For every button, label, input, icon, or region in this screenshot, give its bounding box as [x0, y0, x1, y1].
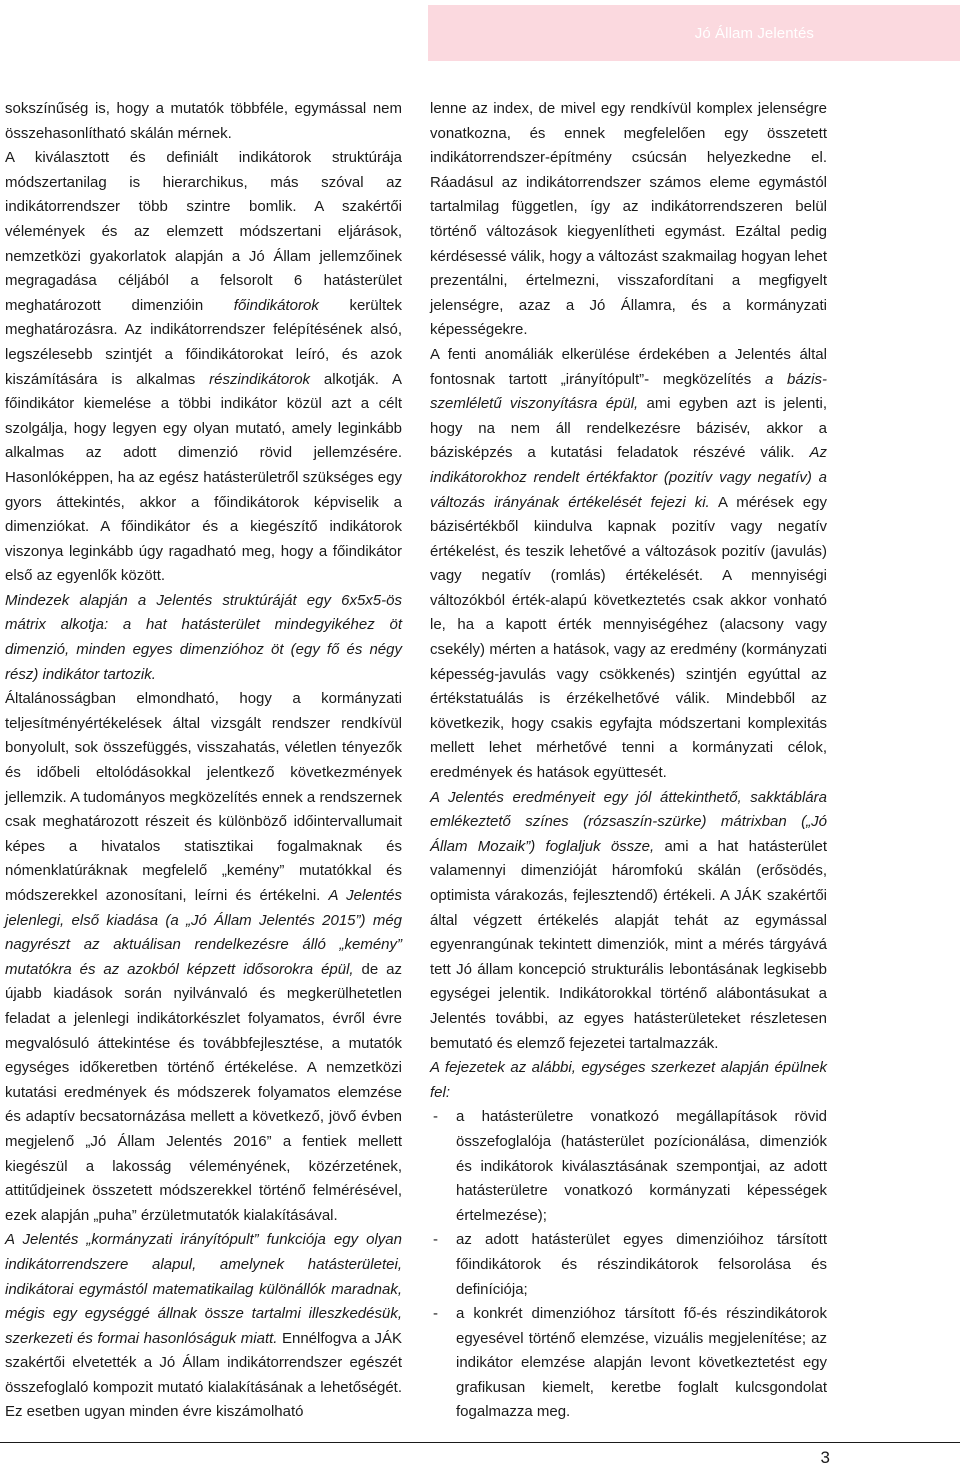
paragraph: A fejezetek az alábbi, egységes szerkezet alapján épülnek fel:	[430, 1059, 827, 1101]
paragraph: A Jelentés eredményeit egy jól áttekinthető, sakktáblára emlékeztető színes (rózsaszín-szürke) mátrixban („Jó Állam Mozaik”) foglaljuk össze, ami a hat hatásterület valamennyi dimenzióját háromfokú skálán (erősödés, optimista várakozás, fejlesztendő) értékeli. A JÁK szakértői által végzett értékelés alapját tehát az egymással egyenrangúnak tekintett dimenziók, mint a mérés tárgyává tett Jó állam koncepció strukturális lebontásának legkisebb egységei jelentik. Indikátorokkal történő alábontásukat a Jelentés további, az egyes hatásterületeket részletesen bemutató és elemző fejezetei tartalmazzák.	[430, 788, 827, 1052]
paragraph: sokszínűség is, hogy a mutatók többféle, egymással nem összehasonlítható skálán mérnek.	[5, 100, 402, 142]
left-column	[5, 97, 402, 1425]
chapter-structure-list	[430, 1105, 827, 1425]
right-column	[430, 97, 827, 1425]
header-title: Jó Állam Jelentés	[694, 24, 814, 42]
paragraph: Általánosságban elmondható, hogy a kormányzati teljesítményértékelések által vizsgált rendszer rendkívül bonyolult, sok összefüggés, visszahatás, véletlen tényezők és időbeli eltolódásokkal jelentkező következmények jellemzik. A tudományos megközelítés ennek a rendszernek csak meghatározott részeit és különböző időintervallumait képes a hivatalos statisztikai fogalmaknak és nómenklatúráknak megfelelő „kemény” mutatókkal és módszerekkel azonosítani, leírni és értékelni. A Jelentés jelenlegi, első kiadása (a „Jó Állam Jelentés 2015”) még nagyrészt az aktuálisan rendelkezésre álló „kemény” mutatókra és az azokból képzett idősorokra épül, de az újabb kiadások során nyilvánvaló és megkerülhetetlen feladat a jelenlegi indikátorkészlet folyamatos, évről évre megvalósuló áttekintése és továbbfejlesztése, a mutatók egységes időkeretben történő értékelése. A nemzetközi kutatási eredmények és módszerek folyamatos elemzése és adaptív becsatornázása mellett a következő, jövő évben megjelenő „Jó Állam Jelentés 2016” a fentiek mellett kiegészül a lakosság véleményének, közérzetének, attitűdjeinek összetett módszerekkel történő felmérésével, ezek alapján „puha” érzületmutatók kialakításával.	[5, 690, 402, 1224]
paragraph: Mindezek alapján a Jelentés struktúráját egy 6x5x5-ös mátrix alkotja: a hat hatásterület mindegyikéhez öt dimenzió, minden egyes dimenzióhoz öt (egy fő és négy rész) indikátor tartozik.	[5, 591, 402, 683]
paragraph: A fenti anomáliák elkerülése érdekében a Jelentés által fontosnak tartott „irányítópult”- megközelítés a bázis-szemléletű viszonyításra épül, ami egyben azt is jelenti, hogy na nem áll rendelkezésre bázisév, akkor a bázisképzés a kutatási feladatok részévé válik. Az indikátorokhoz rendelt értékfaktor (pozitív vagy negatív) a változás irányának értékelését fejezi ki. A mérések egy bázisértékből kiindulva kapnak pozitív vagy negatív értékelést, és teszik lehetővé a változások pozitív (javulás) vagy negatív (romlás) értékelését. A mennyiségi változókból érték-alapú következtetés csak akkor vonható le, ha a kapott érték mennyiségéhez (alacsony vagy csekély) mérten a hatások, vagy az eredmény (kormányzati képesség-javulás vagy csökkenés) szintjén egyúttal az értékstatuálás is érzékelhetővé válik. Mindebből az következik, hogy csakis egyfajta módszertani komplexitás mellett lehet mérhetővé tenni a kormányzati célok, eredmények és hatások együttesét.	[430, 345, 828, 782]
page-number: 3	[820, 1448, 830, 1467]
list-item: - az adott hatásterület egyes dimenzióihoz társított főindikátorok és részindikátorok felsorolása és definíciója;	[430, 1228, 827, 1302]
footer-divider	[0, 1442, 960, 1443]
paragraph: lenne az index, de mivel egy rendkívül komplex jelenségre vonatkozna, és ennek megfelelően egy összetett indikátorrendszer-építmény csúcsán helyezkedne el. Ráadásul az indikátorrendszer számos eleme egymástól tartalmilag független, így az indikátorrendszeren belül történő változások kiegyenlítheti egymást. Ezáltal pedig kérdésessé válik, hogy a változást szakmailag hogyan lehet prezentálni, értelmezni, visszafordítani a megfigyelt jelenségre, azaz a Jó Államra, és a kormányzati képességekre.	[430, 100, 827, 339]
list-item: - a konkrét dimenzióhoz társított fő-és részindikátorok egyesével történő elemzése, vizuális megjelenítése; az indikátor elemzése alapján levont következtetést egy grafikusan kiemelt, keretbe foglalt kulcsgondolat fogalmazza meg.	[430, 1302, 827, 1425]
list-item: - a hatásterületre vonatkozó megállapítások rövid összefoglalója (hatásterület pozícionálása, dimenziók és indikátorok kiválasztásának szempontjai, az adott hatásterületre vonatkozó kormányzati képességek értelmezése);	[430, 1105, 827, 1228]
paragraph: A Jelentés „kormányzati irányítópult” funkciója egy olyan indikátorrendszere alapul, amelynek hatásterületei, indikátorai egymástól matematikailag különállók maradnak, mégis egy egységgé állnak össze tartalmi illeszkedésük, szerkezeti és formai hasonlóságuk miatt. Ennélfogva a JÁK szakértői elvetették a Jó Állam indikátorrendszer egészét összefoglaló kompozit mutató kialakításának a lehetőségét. Ez esetben ugyan minden évre kiszámolható	[5, 1231, 402, 1421]
header-banner	[428, 5, 960, 61]
paragraph: A kiválasztott és definiált indikátorok struktúrája módszertanilag is hierarchikus, más szóval az indikátorrendszer több szintre bomlik. A szakértői vélemények és az elemzett módszertani eljárások, nemzetközi gyakorlatok alapján a Jó Állam jellemzőinek megragadása céljából a felsorolt 6 hatásterület meghatározott dimenzióin főindikátorok kerültek meghatározásra. Az indikátorrendszer felépítésének alsó, legszélesebb szintjét a főindikátorokat leíró, és azok kiszámítására is alkalmas részindikátorok alkotják. A főindikátor kiemelése a többi indikátor közül azt a célt szolgálja, hogy legyen egy olyan mutató, amely leginkább alkalmas az adott dimenzió rövid jellemzésére. Hasonlóképpen, ha az egész hatásterületről szükséges egy gyors áttekintés, akkor a főindikátorok képviselik a dimenziókat. A főindikátor és a kiegészítő indikátorok viszonya leginkább úgy ragadható meg, hogy a főindikátor első az egyenlők között.	[5, 149, 402, 585]
